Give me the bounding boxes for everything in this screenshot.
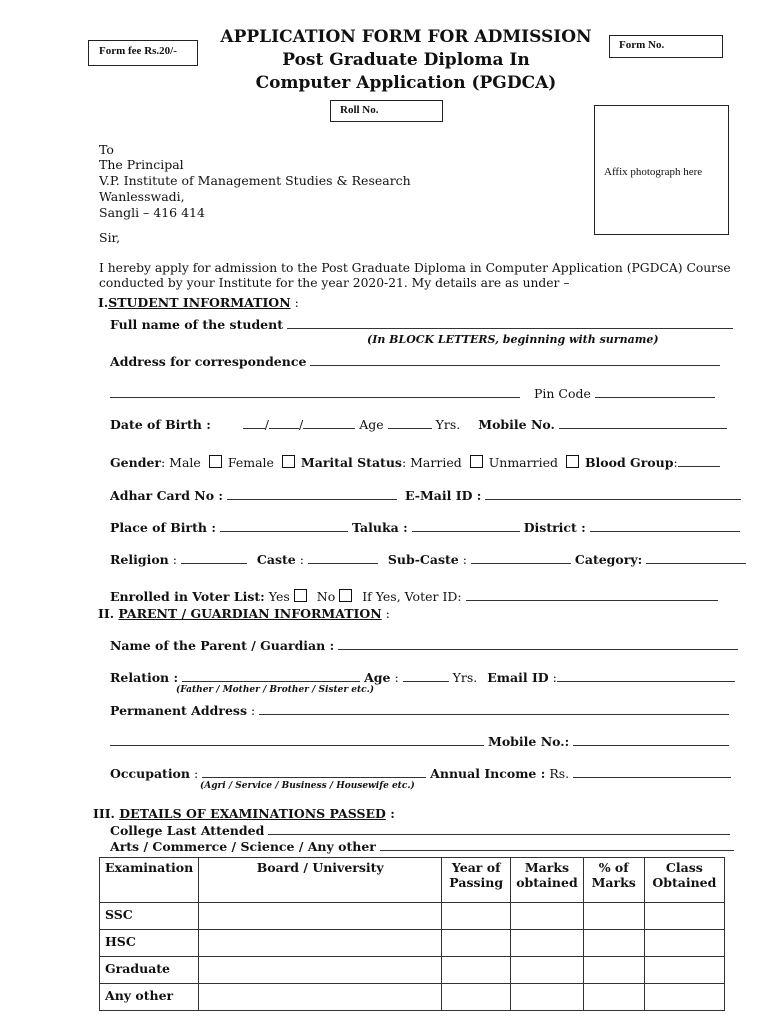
form-no-box[interactable] [609,35,723,58]
table-row [100,984,725,1011]
college-field[interactable] [268,822,730,835]
correspondence-address-field[interactable] [310,353,720,366]
college-label: College Last Attended [110,823,265,838]
dob-year-field[interactable] [303,416,355,429]
exam-name-cell: HSC [100,930,199,957]
occupation-row: Occupation : Annual Income : Rs. [110,765,731,781]
dob-day-field[interactable] [243,416,265,429]
permanent-address-row: Permanent Address : [110,702,729,718]
parent-mobile-row [110,733,729,749]
examinations-table [99,857,725,1011]
year-cell[interactable] [442,957,511,984]
annual-income-rs: Rs. [549,766,570,781]
section1-number: I. [98,295,109,310]
voter-no-label: No [316,589,336,604]
permanent-address-field[interactable] [259,702,729,715]
permanent-address-label: Permanent Address [110,703,247,718]
form-title-line1: APPLICATION FORM FOR ADMISSION [220,27,592,47]
annual-income-label: Annual Income : [430,766,546,781]
gender-label: Gender [110,455,161,470]
voter-list-label: Enrolled in Voter List: [110,589,265,604]
birthplace-row [110,519,740,535]
voter-yes-checkbox[interactable] [294,589,307,602]
age-yrs-label: Yrs. [435,417,461,432]
form-fee-box [88,40,198,66]
board-cell[interactable] [199,957,442,984]
occupation-label: Occupation [110,766,190,781]
stream-label: Arts / Commerce / Science / Any other [110,839,376,854]
sub-caste-label: Sub-Caste [387,552,459,567]
permanent-address-field-2[interactable] [110,733,484,746]
parent-email-field[interactable] [557,669,735,682]
relation-note: (Father / Mother / Brother / Sister etc.) [176,685,374,695]
photo-box [594,105,729,235]
board-cell[interactable] [199,930,442,957]
dob-row: Date of Birth : / / Age Yrs. Mobile No. [110,416,727,432]
marks-cell[interactable] [511,984,583,1011]
religion-label: Religion [110,552,169,567]
caste-label: Caste [256,552,296,567]
section1-heading [98,295,299,310]
age-field[interactable] [388,416,432,429]
voter-id-label: If Yes, Voter ID: [362,589,462,604]
address-line2: V.P. Institute of Management Studies & Research [99,173,411,188]
parent-name-field[interactable] [338,637,738,650]
gender-row: Gender: Male Female Marital Status: Married Unmarried Blood Group: [110,454,720,470]
address-row [110,353,720,369]
marks-cell[interactable] [511,930,583,957]
board-cell[interactable] [199,984,442,1011]
full-name-row [110,316,733,332]
marital-unmarried-checkbox[interactable] [566,455,579,468]
religion-row: Religion : Caste : Sub-Caste : Category: [110,551,746,567]
occupation-field[interactable] [202,765,426,778]
percent-cell[interactable] [583,984,644,1011]
pin-code-label: Pin Code [533,386,591,401]
stream-field[interactable] [380,838,734,851]
section3-heading [93,806,395,821]
class-cell[interactable] [644,957,724,984]
section2-number: II. [98,606,115,621]
taluka-label: Taluka : [351,520,408,535]
section1-title: STUDENT INFORMATION [108,295,291,310]
marital-married-checkbox[interactable] [470,455,483,468]
gender-female-checkbox[interactable] [282,455,295,468]
gender-male-label: : Male [161,455,201,470]
col-header-marks: Marks obtained [511,858,583,903]
roll-no-box[interactable] [330,100,443,122]
age-label: Age [359,417,384,432]
section3-number: III. [93,806,115,821]
exam-name-cell: Any other [100,984,199,1011]
gender-male-checkbox[interactable] [209,455,222,468]
marital-status-label: Marital Status [300,455,402,470]
address-line4: Sangli – 416 414 [99,205,205,220]
form-fee-label: Form fee Rs.20/- [99,45,177,57]
email-field[interactable] [485,487,741,500]
email-label: E-Mail ID : [405,488,482,503]
dob-month-field[interactable] [269,416,299,429]
board-cell[interactable] [199,903,442,930]
parent-mobile-label: Mobile No.: [487,734,570,749]
blood-group-field[interactable] [678,454,720,467]
dob-label: Date of Birth : [110,417,211,432]
exam-name-cell: Graduate [100,957,199,984]
address-to: To [99,142,114,157]
form-no-label: Form No. [619,39,665,51]
occupation-note: (Agri / Service / Business / Housewife etc.) [200,781,415,791]
marks-cell[interactable] [511,957,583,984]
full-name-label: Full name of the student [110,317,283,332]
district-label: District : [523,520,586,535]
religion-field[interactable] [181,551,247,564]
relation-row: Relation : Age : Yrs. Email ID : [110,669,735,685]
parent-age-field[interactable] [403,669,449,682]
year-cell[interactable] [442,984,511,1011]
voter-row [110,588,718,604]
section1-colon: : [290,295,299,310]
parent-age-label: Age [364,670,391,685]
class-cell[interactable] [644,984,724,1011]
place-of-birth-field[interactable] [220,519,348,532]
form-title-line2: Post Graduate Diploma In [282,50,530,70]
stream-row [110,838,734,854]
col-header-year: Year of Passing [442,858,511,903]
correspondence-address-label: Address for correspondence [110,354,307,369]
photo-label: Affix photograph here [604,166,703,178]
year-cell[interactable] [442,930,511,957]
pin-code-field[interactable] [595,385,715,398]
taluka-field[interactable] [412,519,520,532]
marks-cell[interactable] [511,903,583,930]
adhar-row [110,487,741,503]
col-header-class: Class Obtained [644,858,724,903]
class-cell[interactable] [644,903,724,930]
col-header-board: Board / University [199,858,442,903]
place-of-birth-label: Place of Birth : [110,520,216,535]
full-name-field[interactable] [287,316,733,329]
mobile-field[interactable] [559,416,727,429]
table-row [100,903,725,930]
blood-group-label: Blood Group [584,455,674,470]
col-header-percent: % of Marks [583,858,644,903]
correspondence-address-field-2[interactable] [110,385,520,398]
table-row [100,930,725,957]
category-label: Category: [574,552,643,567]
intro-line2: conducted by your Institute for the year 2020-21. My details are as under – [99,276,570,290]
col-header-examination: Examination [100,858,199,903]
percent-cell[interactable] [583,930,644,957]
college-row [110,822,730,838]
voter-id-field[interactable] [466,588,718,601]
sub-caste-field[interactable] [471,551,571,564]
pin-row [110,385,715,401]
percent-cell[interactable] [583,903,644,930]
adhar-field[interactable] [227,487,397,500]
block-letters-note: (In BLOCK LETTERS, beginning with surname) [367,333,659,346]
exam-name-cell: SSC [100,903,199,930]
marital-married-label: : Married [401,455,462,470]
district-field[interactable] [590,519,740,532]
percent-cell[interactable] [583,957,644,984]
annual-income-field[interactable] [573,765,731,778]
section3-colon: : [385,806,395,821]
section2-title: PARENT / GUARDIAN INFORMATION [118,606,382,621]
voter-yes-label: Yes [268,589,290,604]
parent-name-row [110,637,738,653]
year-cell[interactable] [442,903,511,930]
form-title-line3: Computer Application (PGDCA) [255,73,557,93]
voter-no-checkbox[interactable] [339,589,352,602]
intro-line1: I hereby apply for admission to the Post Graduate Diploma in Computer Application (PGDCA) Course [99,261,731,275]
section2-colon: : [381,606,390,621]
caste-field[interactable] [308,551,378,564]
category-field[interactable] [646,551,746,564]
parent-mobile-field[interactable] [573,733,729,746]
salutation: Sir, [99,230,121,245]
parent-age-yrs-label: Yrs. [452,670,478,685]
adhar-label: Adhar Card No : [110,488,224,503]
table-row [100,957,725,984]
relation-label: Relation : [110,670,179,685]
section3-title: DETAILS OF EXAMINATIONS PASSED [119,806,386,821]
table-header-row [100,858,725,903]
parent-email-label: Email ID [487,670,549,685]
mobile-label: Mobile No. [478,417,555,432]
relation-field[interactable] [182,669,360,682]
parent-name-label: Name of the Parent / Guardian : [110,638,335,653]
roll-no-label: Roll No. [340,104,379,116]
class-cell[interactable] [644,930,724,957]
address-line1: The Principal [99,157,184,172]
marital-unmarried-label: Unmarried [488,455,558,470]
address-line3: Wanlesswadi, [99,189,185,204]
gender-female-label: Female [227,455,274,470]
section2-heading [98,606,390,621]
